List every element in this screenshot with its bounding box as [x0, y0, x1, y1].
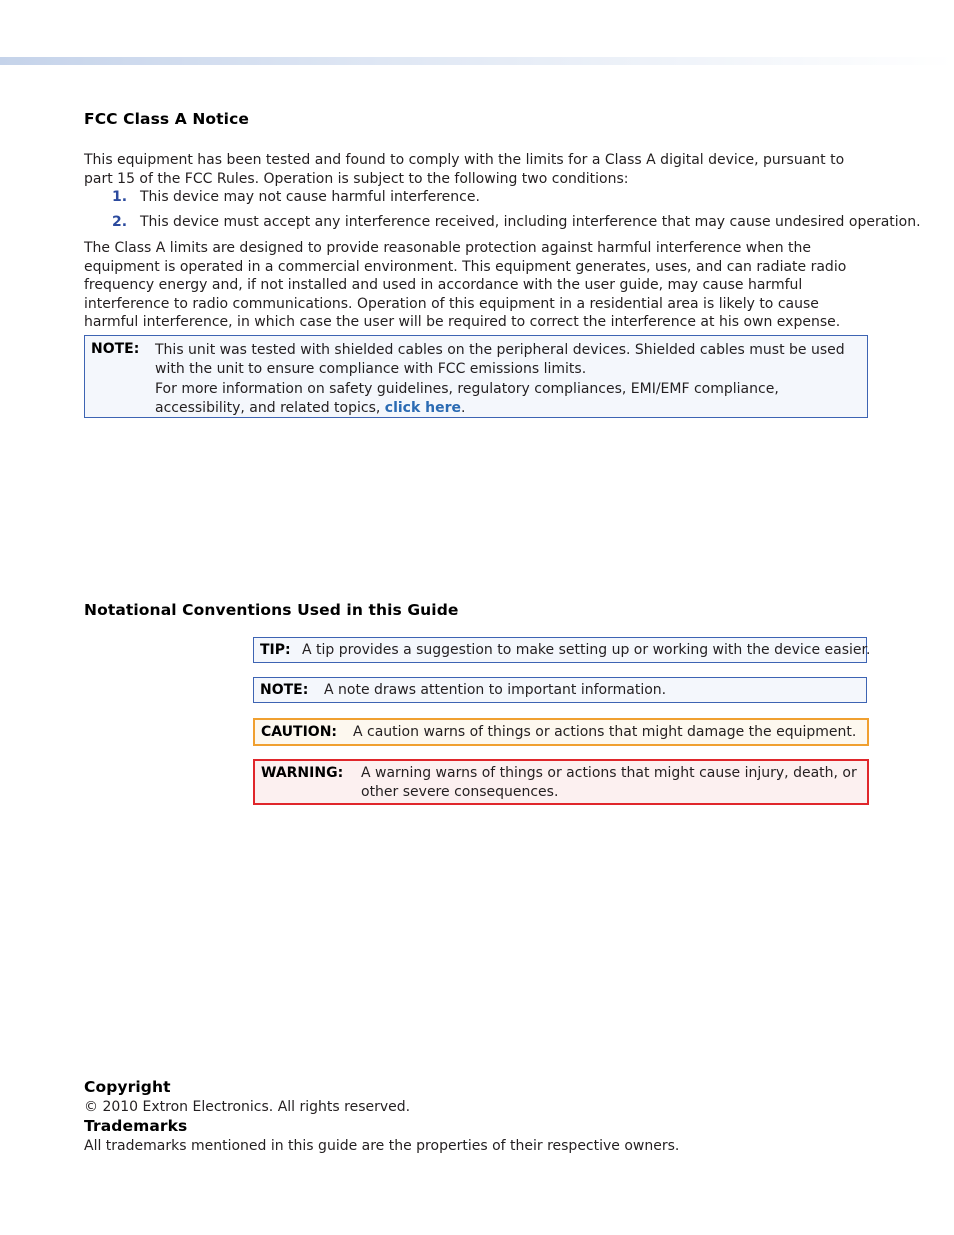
fcc-note-box: [84, 335, 868, 418]
list-number: 1.: [112, 189, 128, 205]
fcc-condition-1: [112, 188, 480, 206]
note-text-2: [155, 380, 863, 417]
note-text-2-prefix: For more information on safety guidelines, regulatory compliances, EMI/EMF compliance, accessibility, and related topics,: [155, 381, 779, 416]
header-gradient-bar: [0, 57, 954, 65]
trademarks-text: All trademarks mentioned in this guide are the properties of their respective owners.: [84, 1138, 680, 1154]
trademarks-heading: Trademarks: [84, 1117, 188, 1135]
list-text: This device must accept any interference received, including interference that may cause undesired operation.: [140, 214, 921, 230]
click-here-link[interactable]: click here: [384, 399, 462, 416]
tip-text: A tip provides a suggestion to make setting up or working with the device easier.: [302, 642, 871, 658]
warning-box: [253, 759, 869, 805]
note-convention-text: A note draws attention to important information.: [324, 682, 667, 698]
copyright-text: © 2010 Extron Electronics. All rights reserved.: [84, 1099, 411, 1115]
fcc-body-paragraph: The Class A limits are designed to provide reasonable protection against harmful interference when the equipment is operated in a commercial environment. This equipment generates, uses, and can radiate radio frequency energy and, if not installed and used in accordance with the user guide, may cause harmful interference to radio communications. Operation of this equipment in a residential area is likely to cause harmful interference, in which case the user will be required to correct the interference at his own expense.: [84, 240, 847, 331]
fcc-intro-paragraph: This equipment has been tested and found to comply with the limits for a Class A digital device, pursuant to part 15 of the FCC Rules. Operation is subject to the following two conditions:: [84, 152, 845, 187]
note-convention-box: [253, 677, 867, 703]
tip-label: TIP:: [260, 642, 291, 658]
note-label: NOTE:: [91, 341, 140, 357]
caution-label: CAUTION:: [261, 724, 338, 740]
warning-text: A warning warns of things or actions that might cause injury, death, or other severe consequences.: [361, 765, 857, 800]
warning-label: WARNING:: [261, 765, 344, 781]
list-number: 2.: [112, 214, 128, 230]
copyright-heading: Copyright: [84, 1078, 171, 1096]
fcc-heading: FCC Class A Notice: [84, 110, 249, 128]
conventions-heading: Notational Conventions Used in this Guide: [84, 601, 459, 619]
note-text-2-suffix: .: [461, 399, 466, 416]
fcc-condition-2: [112, 213, 921, 231]
caution-text: A caution warns of things or actions that might damage the equipment.: [353, 724, 857, 740]
list-text: This device may not cause harmful interference.: [140, 189, 480, 205]
note-text-1: This unit was tested with shielded cables on the peripheral devices. Shielded cables must be used with the unit to ensure compliance with FCC emissions limits.: [155, 342, 845, 377]
note-convention-label: NOTE:: [260, 682, 309, 698]
caution-box: [253, 718, 869, 746]
tip-box: [253, 637, 871, 663]
